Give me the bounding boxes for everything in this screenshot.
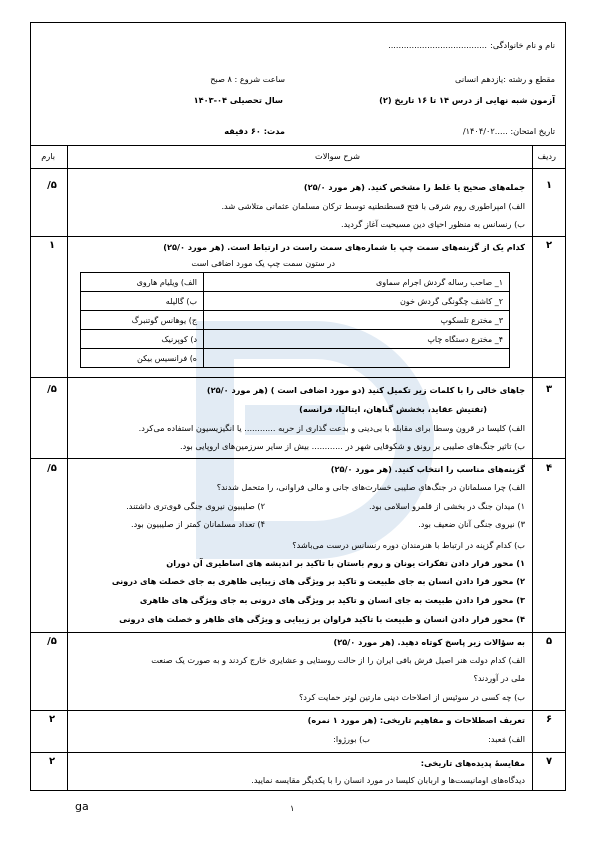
question-2-score: ۱ [48, 240, 56, 251]
question-4-choice-4: ۴) محور قرار دادن انسان و طبیعت با تاکید فراوان بر زیبایی و ویژگی های ظاهر و خصلت های درونی [119, 614, 525, 624]
table-row [81, 292, 510, 311]
question-5-item-a: الف) کدام دولت هنر اصیل فرش بافی ایران را از حالت روستایی و عشایری خارج کردند و به صورت یک صنعت [151, 655, 525, 665]
matching-item: ۴_ مخترع دستگاه چاپ [204, 330, 510, 349]
question-4-choice-2: ۲) محور قرا دادن انسان به جای طبیعت و تاکید بر ویژگی های زیبایی ظاهری به جای خصلت های درونی [111, 576, 525, 586]
matching-item: ۳_ مخترع تلسکوپ [204, 311, 510, 330]
matching-option: الف) ویلیام هاروی [81, 273, 204, 292]
question-4-option-3: ۳) نیروی جنگی آنان ضعیف بود. [418, 519, 525, 529]
question-4-choice-3: ۳) محور قرا دادن طبیعت به جای انسان و تاکید بر ویژگی های درونی به جای ویژگی های ظاهری [139, 595, 525, 605]
question-4-title: گزینه‌های مناسب را انتخاب کنید. (هر مورد ۲۵/۰) [330, 464, 525, 474]
question-5-score: /۵ [47, 636, 57, 647]
start-time: ساعت شروع : ۸ صبح [210, 74, 285, 84]
question-1-item-a: الف) امپراطوری روم شرقی با فتح قسطنطنیه توسط ترکان مسلمان عثمانی متلاشی شد. [221, 201, 525, 211]
table-row [81, 273, 510, 292]
table-row [81, 311, 510, 330]
question-2-note: در ستون سمت چپ یک مورد اضافی است [191, 258, 335, 268]
school-year: سال تحصیلی ۰۴-۱۴۰۳ [193, 95, 283, 105]
question-4-part-a: الف) چرا مسلمانان در جنگ‌های صلیبی خسارت‌های جانی و مالی فراوانی، را متحمل شدند؟ [216, 482, 525, 492]
question-5-item-b: ب) چه کسی در سوئیس از اصلاحات دینی مارتین لوتر حمایت کرد؟ [298, 692, 525, 702]
question-6-title: تعریف اصطلاحات و مفاهیم تاریخی: (هر مورد ۱ نمره) [307, 715, 525, 725]
question-7-score: ۲ [48, 756, 56, 767]
question-4-choice-1: ۱) محور قرار دادن تفکرات یونان و روم باستان با تاکید بر اندیشه های اساطیری آن دوران [166, 558, 525, 568]
matching-table [80, 272, 510, 368]
matching-option: د) کوپرنیک [81, 330, 204, 349]
footer-mark: ga [75, 800, 89, 813]
page-number: ۱ [290, 803, 295, 813]
matching-option: ج) یوهانس گوتنبرگ [81, 311, 204, 330]
column-score-header: بارم [41, 151, 55, 161]
column-questions-header: شرح سوالات [314, 151, 360, 161]
question-1-score: /۵ [47, 180, 57, 191]
table-row [81, 349, 510, 368]
question-4-option-1: ۱) میدان جنگ در بخشی از قلمرو اسلامی بود. [368, 501, 525, 511]
name-field[interactable]: ...................................... [388, 40, 487, 50]
question-4-score: /۵ [47, 463, 57, 474]
question-6-term-b: ب) بورژوا: [333, 734, 370, 744]
question-1-number: ۱ [545, 180, 553, 191]
exam-duration: مدت: ۶۰ دقیقه [224, 126, 285, 136]
matching-option: ه) فرانسیس بیکن [81, 349, 204, 368]
question-5-number: ۵ [545, 636, 553, 647]
question-6-number: ۶ [545, 714, 553, 725]
question-6-term-a: الف) مَعبد: [488, 734, 525, 744]
question-4-part-b: ب) کدام گزینه در ارتباط با هنرمندان دوره رنسانس درست می‌باشد؟ [292, 540, 525, 550]
question-1-title: جمله‌های صحیح یا غلط را مشخص کنید. (هر مورد ۲۵/۰) [303, 182, 525, 192]
matching-item: ۲_ کاشف چگونگی گردش خون [204, 292, 510, 311]
matching-option: ب) گالیله [81, 292, 204, 311]
question-7-text: دیدگاه‌های اومانیست‌ها و اربابان کلیسا در مورد انسان را با یکدیگر مقایسه نمایید. [251, 775, 525, 785]
exam-title: آزمون شبه نهایی از درس ۱۴ تا ۱۶ تاریخ (۲) [379, 95, 555, 105]
name-label: نام و نام خانوادگی: [490, 40, 555, 50]
matching-item: ۱_ صاحب رساله گردش اجرام سماوی [204, 273, 510, 292]
question-5-title: به سؤالات زیر پاسخ کوتاه دهید. (هر مورد ۲۵/۰) [333, 637, 525, 647]
question-1-item-b: ب) رنسانس به منظور احیای دین مسیحیت آغاز گردید. [341, 219, 525, 229]
question-7-title: مقایسهٔ پدیده‌های تاریخی: [420, 758, 525, 768]
column-row-header: ردیف [537, 151, 556, 161]
question-6-score: ۲ [48, 714, 56, 725]
table-row [81, 330, 510, 349]
question-4-number: ۴ [545, 463, 553, 474]
question-7-number: ۷ [545, 756, 553, 767]
grade-field: مقطع و رشته :یازدهم انسانی [455, 74, 555, 84]
exam-date: تاریخ امتحان: .....۱۴۰۴/۰۲/ [462, 126, 555, 136]
question-3-word-bank: (تفتیش عقاید، بخشش گناهان، ایتالیا، فرانسه) [299, 404, 487, 414]
question-4-option-2: ۲) صلیبیون نیروی جنگی قوی‌تری داشتند. [126, 501, 265, 511]
question-3-number: ۳ [545, 384, 553, 395]
matching-item [204, 349, 510, 368]
question-2-number: ۲ [545, 240, 553, 251]
question-3-item-b: ب) تاثیر جنگ‌های صلیبی بر رونق و شکوفایی شهر در ............ بیش از سایر سرزمین‌های اروپایی بود. [180, 441, 525, 451]
question-2-title: کدام یک از گزینه‌های سمت چپ با شماره‌های سمت راست در ارتباط است. (هر مورد ۲۵/۰) [163, 242, 525, 252]
question-5-item-a-continued: ملی در آوردند؟ [473, 673, 525, 683]
question-3-score: /۵ [47, 384, 57, 395]
question-3-title: جاهای خالی را با کلمات زیر تکمیل کنید (دو مورد اضافی است ) (هر مورد ۲۵/۰) [206, 385, 525, 395]
question-4-option-4: ۴) تعداد مسلمانان کمتر از صلیبیون بود. [131, 519, 265, 529]
question-3-item-a: الف) کلیسا در قرون وسطا برای مقابله با بی‌دینی و بدعت گذاری از حربه ............ یا انگیزیسیون استفاده می‌کرد. [138, 423, 525, 433]
